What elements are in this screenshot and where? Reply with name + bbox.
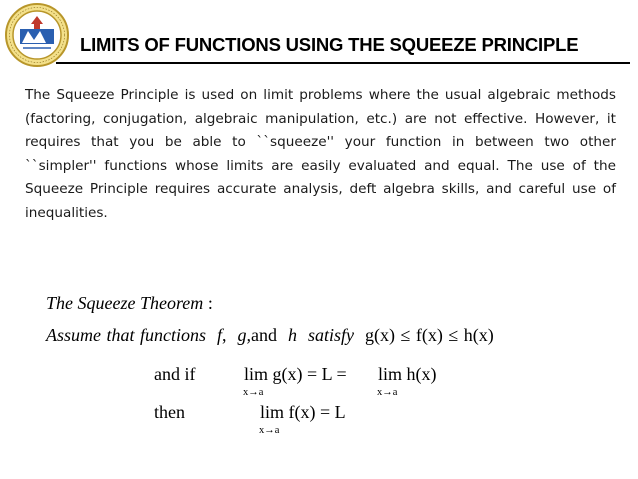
limit-f-conclusion: lim f(x) = L	[260, 402, 346, 422]
title-underline	[56, 62, 630, 64]
comma: ,	[222, 325, 227, 345]
theorem-heading-colon: :	[207, 293, 213, 313]
limit-g-equation: lim g(x) = L =	[244, 364, 347, 384]
function-h: h	[288, 325, 298, 345]
assume-text: Assume that functions	[46, 325, 206, 345]
limit-h-expression: lim h(x)	[378, 364, 437, 384]
assumption-line	[46, 325, 494, 346]
inequality: g(x) ≤ f(x) ≤ h(x)	[365, 325, 494, 345]
function-g: g,	[237, 325, 252, 345]
limit-h-subscript: x→a	[377, 387, 398, 398]
theorem-heading-text: The Squeeze Theorem	[46, 293, 204, 313]
intro-paragraph: The Squeeze Principle is used on limit problems where the usual algebraic methods (factoring, conjugation, algebraic manipulation, etc.) are not effective. However, it requires that you be able to ``squeeze'' your function in between two other ``simpler'' functions whose limits are easily evaluated and equal. The use of the Squeeze Principle requires accurate analysis, deft algebra skills, and careful use of inequalities.	[25, 87, 616, 221]
and-if-label: and if	[154, 364, 196, 384]
function-f: f	[217, 325, 223, 345]
limit-f-subscript: x→a	[259, 425, 280, 436]
limit-g-subscript: x→a	[243, 387, 264, 398]
and-word: and	[251, 325, 278, 345]
theorem-heading	[46, 293, 213, 314]
satisfy-word: satisfy	[308, 325, 355, 345]
page-title: LIMITS OF FUNCTIONS USING THE SQUEEZE PRINCIPLE	[80, 34, 579, 55]
then-label: then	[154, 402, 185, 422]
university-seal-logo	[3, 2, 71, 68]
